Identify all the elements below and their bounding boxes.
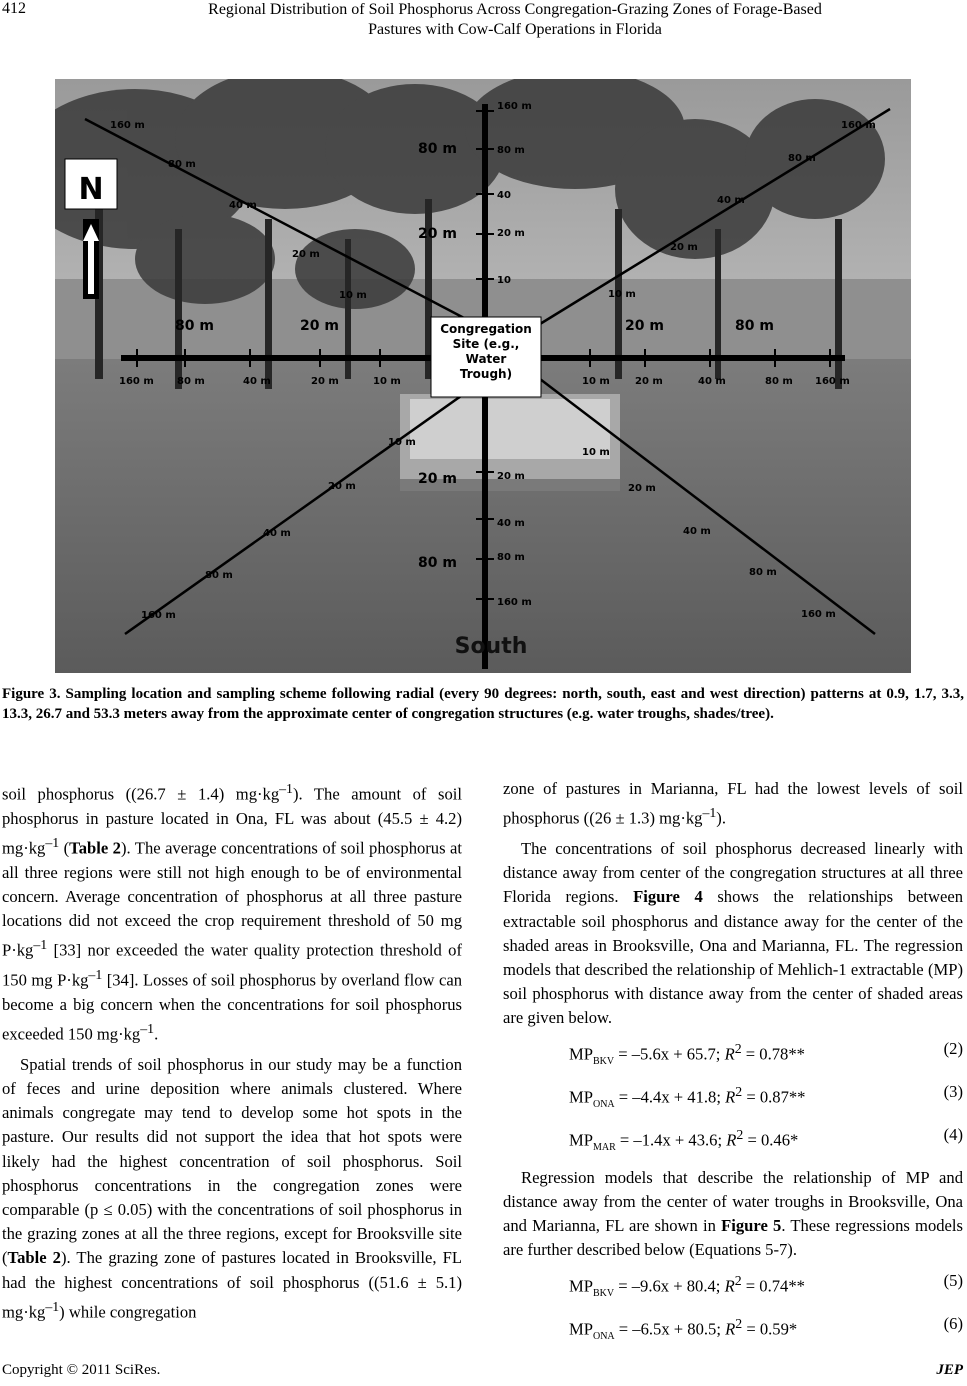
page-number: 412	[2, 0, 26, 17]
right-paragraph-2: The concentrations of soil phosphorus decreased linearly with distance away from center of the congregation structures at all three Florida regions. Figure 4 shows the relationships between extractable soil phosphorus and distance away for the center of the shaded areas in Brooksville, Ona and Marianna, FL. The regression models that described the relationship of Mehlich-1 extractable (MP) soil phosphorus with distance away from the center of shaded areas are given below.	[503, 838, 963, 1028]
se-160: 160 m	[801, 609, 836, 620]
figure-3-photo	[55, 79, 911, 673]
s-80: 80 m	[497, 552, 525, 563]
center-label-1: Congregation	[440, 322, 532, 336]
center-label-4: Trough)	[459, 367, 513, 381]
sw-10: 10 m	[388, 437, 416, 448]
ne-80: 80 m	[788, 153, 816, 164]
v-20: 20 m	[497, 228, 525, 239]
equation-6: $MP_{ONA} = -6.5x + 80.5$; $R^2 = 0.59*$ (6)	[569, 1313, 963, 1342]
left-paragraph-2: Spatial trends of soil phosphorus in our study may be a function of feces and urine deposition where animals clustered. Where animals congregate may tend to develop some hot spots in the pasture. Our results did not support the idea that hot spots were likely had the highest concentration of soil phosphorus. Soil phosphorus concentrations in the congregation zones were comparable (p ≤ 0.05) with the concentrations of soil phosphorus in the grazing zones at all the three regions, except for Brooksville site (Table 2). The grazing zone of pastures located in Brooksville, FL had the highest concentrations of soil phosphorus ((51.6 ± 5.1) $mg\cdot kg^{-1}$) while congregation	[2, 1054, 462, 1322]
nw-10: 10 m	[339, 290, 367, 301]
e-80: 80 m	[765, 376, 793, 387]
equation-5: $MP_{BKV} = -9.6x + 80.4$; $R^2 = 0.74**$ (5)	[569, 1270, 963, 1299]
w-20: 20 m	[311, 376, 339, 387]
footer-copyright: Copyright © 2011 SciRes.	[2, 1362, 161, 1378]
v-160: 160 m	[497, 101, 532, 112]
w-80: 80 m	[177, 376, 205, 387]
nw-80: 80 m	[168, 159, 196, 170]
right-paragraph-1: zone of pastures in Marianna, FL had the lowest levels of soil phosphorus ((26 ± 1.3) $mg\cdot kg^{-1}$).	[503, 779, 963, 828]
sampling-scheme-diagram	[55, 79, 911, 673]
band-label-20-right: 20 m	[625, 318, 664, 334]
band-label-20-left: 20 m	[300, 318, 339, 334]
v-40: 40	[497, 190, 511, 201]
right-column	[503, 777, 963, 1355]
band-label-20-bottom: 20 m	[418, 471, 457, 487]
sw-40: 40 m	[263, 528, 291, 539]
center-label-3: Water	[465, 352, 507, 366]
e-40: 40 m	[698, 376, 726, 387]
s-20: 20 m	[497, 471, 525, 482]
nw-160: 160 m	[110, 120, 145, 131]
equation-3: $MP_{ONA} = -4.4x + 41.8$; $R^2 = 0.87**$ (3)	[569, 1081, 963, 1110]
e-20: 20 m	[635, 376, 663, 387]
s-40: 40 m	[497, 518, 525, 529]
left-column	[2, 777, 462, 1324]
figure-4-ref[interactable]: Figure 4	[633, 887, 703, 907]
w-10: 10 m	[373, 376, 401, 387]
sw-160: 160 m	[141, 610, 176, 621]
center-label-2: Site (e.g.,	[452, 337, 520, 351]
left-paragraph-1: soil phosphorus ((26.7 ± 1.4) $mg\cdot kg^{-1}$). The amount of soil phosphorus in pasture located in Ona, FL was about (45.5 ± 4.2) $mg\cdot kg^{-1}$ (Table 2). The average concentrations of soil phosphorus at all three regions were still not high enough to be of environmental concern. Average concentration of phosphorus at all three pasture locations did not exceed the crop requirement threshold of 50 mg $P\cdot kg^{-1}$ [33] nor exceeded the water quality protection threshold of 150 mg $P\cdot kg^{-1}$ [34]. Losses of soil phosphorus by overland flow can become a big concern when the concentrations for soil phosphorus exceeded 150 $mg\cdot kg^{-1}$.	[2, 781, 462, 1044]
se-20: 20 m	[628, 483, 656, 494]
e-160: 160 m	[815, 376, 850, 387]
table-2-ref[interactable]: Table 2	[69, 838, 121, 858]
footer-journal: JEP	[936, 1362, 963, 1378]
ne-160: 160 m	[841, 120, 876, 131]
north-arrow-icon	[83, 219, 99, 299]
equation-4: $MP_{MAR} = -1.4x + 43.6$; $R^2 = 0.46*$ (4)	[569, 1124, 963, 1153]
ne-10: 10 m	[608, 289, 636, 300]
se-40: 40 m	[683, 526, 711, 537]
nw-40: 40 m	[229, 200, 257, 211]
v-80: 80 m	[497, 145, 525, 156]
band-label-20-top: 20 m	[418, 226, 457, 242]
nw-20: 20 m	[292, 249, 320, 260]
v-10: 10	[497, 275, 511, 286]
ne-20: 20 m	[670, 242, 698, 253]
band-label-80-left: 80 m	[175, 318, 214, 334]
figure-caption: Figure 3. Sampling location and sampling scheme following radial (every 90 degrees: north, south, east and west direction) patterns at 0.9, 1.7, 3.3, 13.3, 26.7 and 53.3 meters away from the approximate center of congregation structures (e.g. water troughs, shades/tree).	[2, 686, 964, 722]
right-paragraph-3: Regression models that describe the relationship of MP and distance away from the center of water troughs in Brooksville, Ona and Marianna, FL are shown in Figure 5. These regressions models are further described below (Equations 5-7).	[503, 1167, 963, 1260]
figure-5-ref[interactable]: Figure 5	[721, 1216, 782, 1236]
south-label: South	[454, 634, 528, 659]
s-160: 160 m	[497, 597, 532, 608]
table-2-ref-2[interactable]: Table 2	[7, 1248, 61, 1268]
running-head-line-2: Pastures with Cow-Calf Operations in Florida	[368, 21, 662, 38]
se-80: 80 m	[749, 567, 777, 578]
equation-2: $MP_{BKV} = -5.6x + 65.7$; $R^2 = 0.78**$ (2)	[569, 1038, 963, 1067]
band-label-80-right: 80 m	[735, 318, 774, 334]
band-label-80-top: 80 m	[418, 141, 457, 157]
running-head-line-1: Regional Distribution of Soil Phosphorus Across Congregation-Grazing Zones of Forage-Based	[208, 1, 822, 18]
north-label: N	[78, 172, 104, 207]
sw-20: 20 m	[328, 481, 356, 492]
band-label-80-bottom: 80 m	[418, 555, 457, 571]
w-40: 40 m	[243, 376, 271, 387]
e-10: 10 m	[582, 376, 610, 387]
sw-80: 80 m	[205, 570, 233, 581]
ne-40: 40 m	[717, 195, 745, 206]
se-10: 10 m	[582, 447, 610, 458]
running-head	[150, 0, 880, 40]
w-160: 160 m	[119, 376, 154, 387]
